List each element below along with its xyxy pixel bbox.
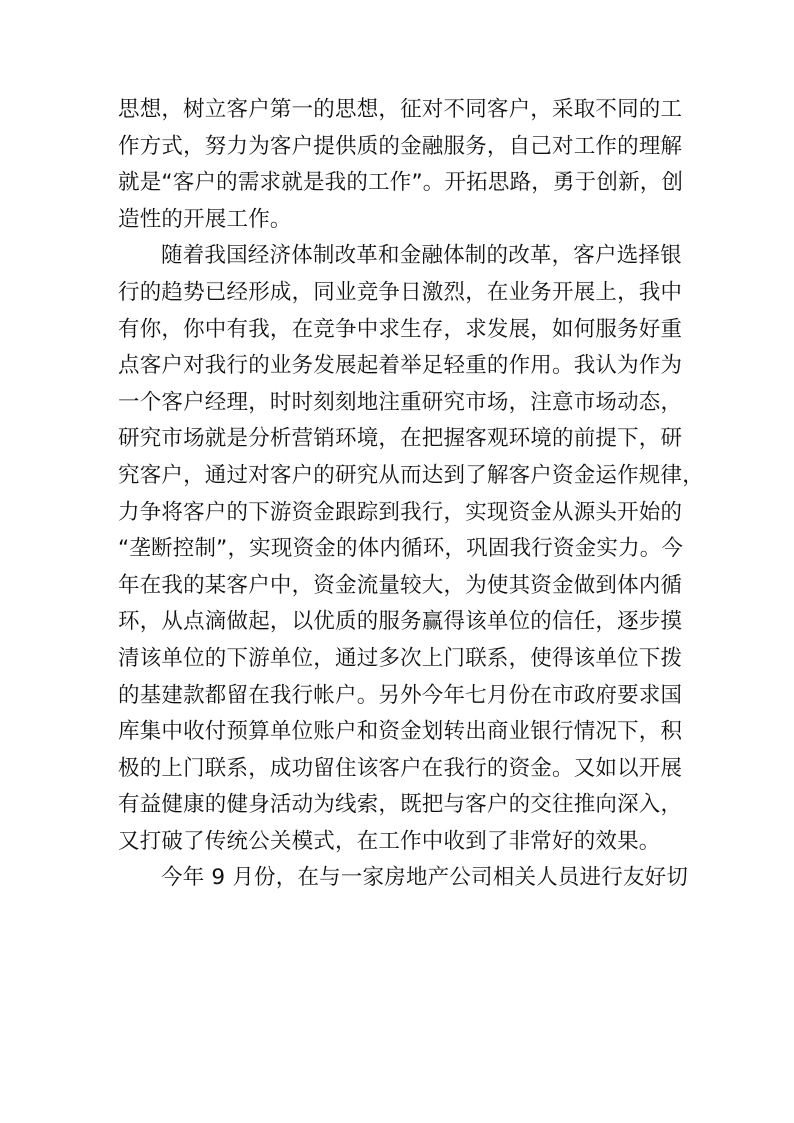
paragraph-line: 造性的开展工作。 xyxy=(118,206,292,232)
paragraph-line: 力争将客户的下游资金跟踪到我行，实现资金从源头开始的 xyxy=(118,499,683,525)
paragraph-line: 清该单位的下游单位，通过多次上门联系，使得该单位下拨 xyxy=(118,645,683,671)
paragraph-line: 有益健康的健身活动为线索，既把与客户的交往推向深入， xyxy=(118,792,683,818)
paragraph-line: “垄断控制”，实现资金的体内循环，巩固我行资金实力。今 xyxy=(118,536,684,562)
paragraph-line: 就是“客户的需求就是我的工作”。开拓思路，勇于创新，创 xyxy=(118,170,684,196)
paragraph-line: 库集中收付预算单位账户和资金划转出商业银行情况下，积 xyxy=(118,719,683,745)
paragraph-line: 年在我的某客户中，资金流量较大，为使其资金做到体内循 xyxy=(118,572,683,598)
paragraph-line: 一个客户经理，时时刻刻地注重研究市场，注意市场动态， xyxy=(118,389,683,415)
paragraph-line: 点客户对我行的业务发展起着举足轻重的作用。我认为作为 xyxy=(118,353,683,379)
paragraph-line: 研究市场就是分析营销环境，在把握客观环境的前提下，研 xyxy=(118,426,683,452)
paragraph-line: 作方式，努力为客户提供质的金融服务，自己对工作的理解 xyxy=(118,133,683,159)
paragraph-line: 行的趋势已经形成，同业竞争日激烈，在业务开展上，我中 xyxy=(118,279,683,305)
paragraph-line: 有你，你中有我，在竞争中求生存，求发展，如何服务好重 xyxy=(118,316,683,342)
paragraph-line: 今年 9 月份，在与一家房地产公司相关人员进行友好切 xyxy=(161,865,689,891)
paragraph-line: 环，从点滴做起，以优质的服务赢得该单位的信任，逐步摸 xyxy=(118,609,683,635)
paragraph-line: 究客户，通过对客户的研究从而达到了解客户资金运作规律， xyxy=(118,462,704,488)
paragraph-line: 又打破了传统公关模式，在工作中收到了非常好的效果。 xyxy=(118,828,661,854)
paragraph-line: 思想，树立客户第一的思想，征对不同客户，采取不同的工 xyxy=(118,97,683,122)
paragraph-line: 极的上门联系，成功留住该客户在我行的资金。又如以开展 xyxy=(118,755,683,781)
paragraph-line: 的基建款都留在我行帐户。另外今年七月份在市政府要求国 xyxy=(118,682,683,708)
paragraph-line: 随着我国经济体制改革和金融体制的改革，客户选择银 xyxy=(161,243,682,269)
document-body xyxy=(118,92,704,897)
